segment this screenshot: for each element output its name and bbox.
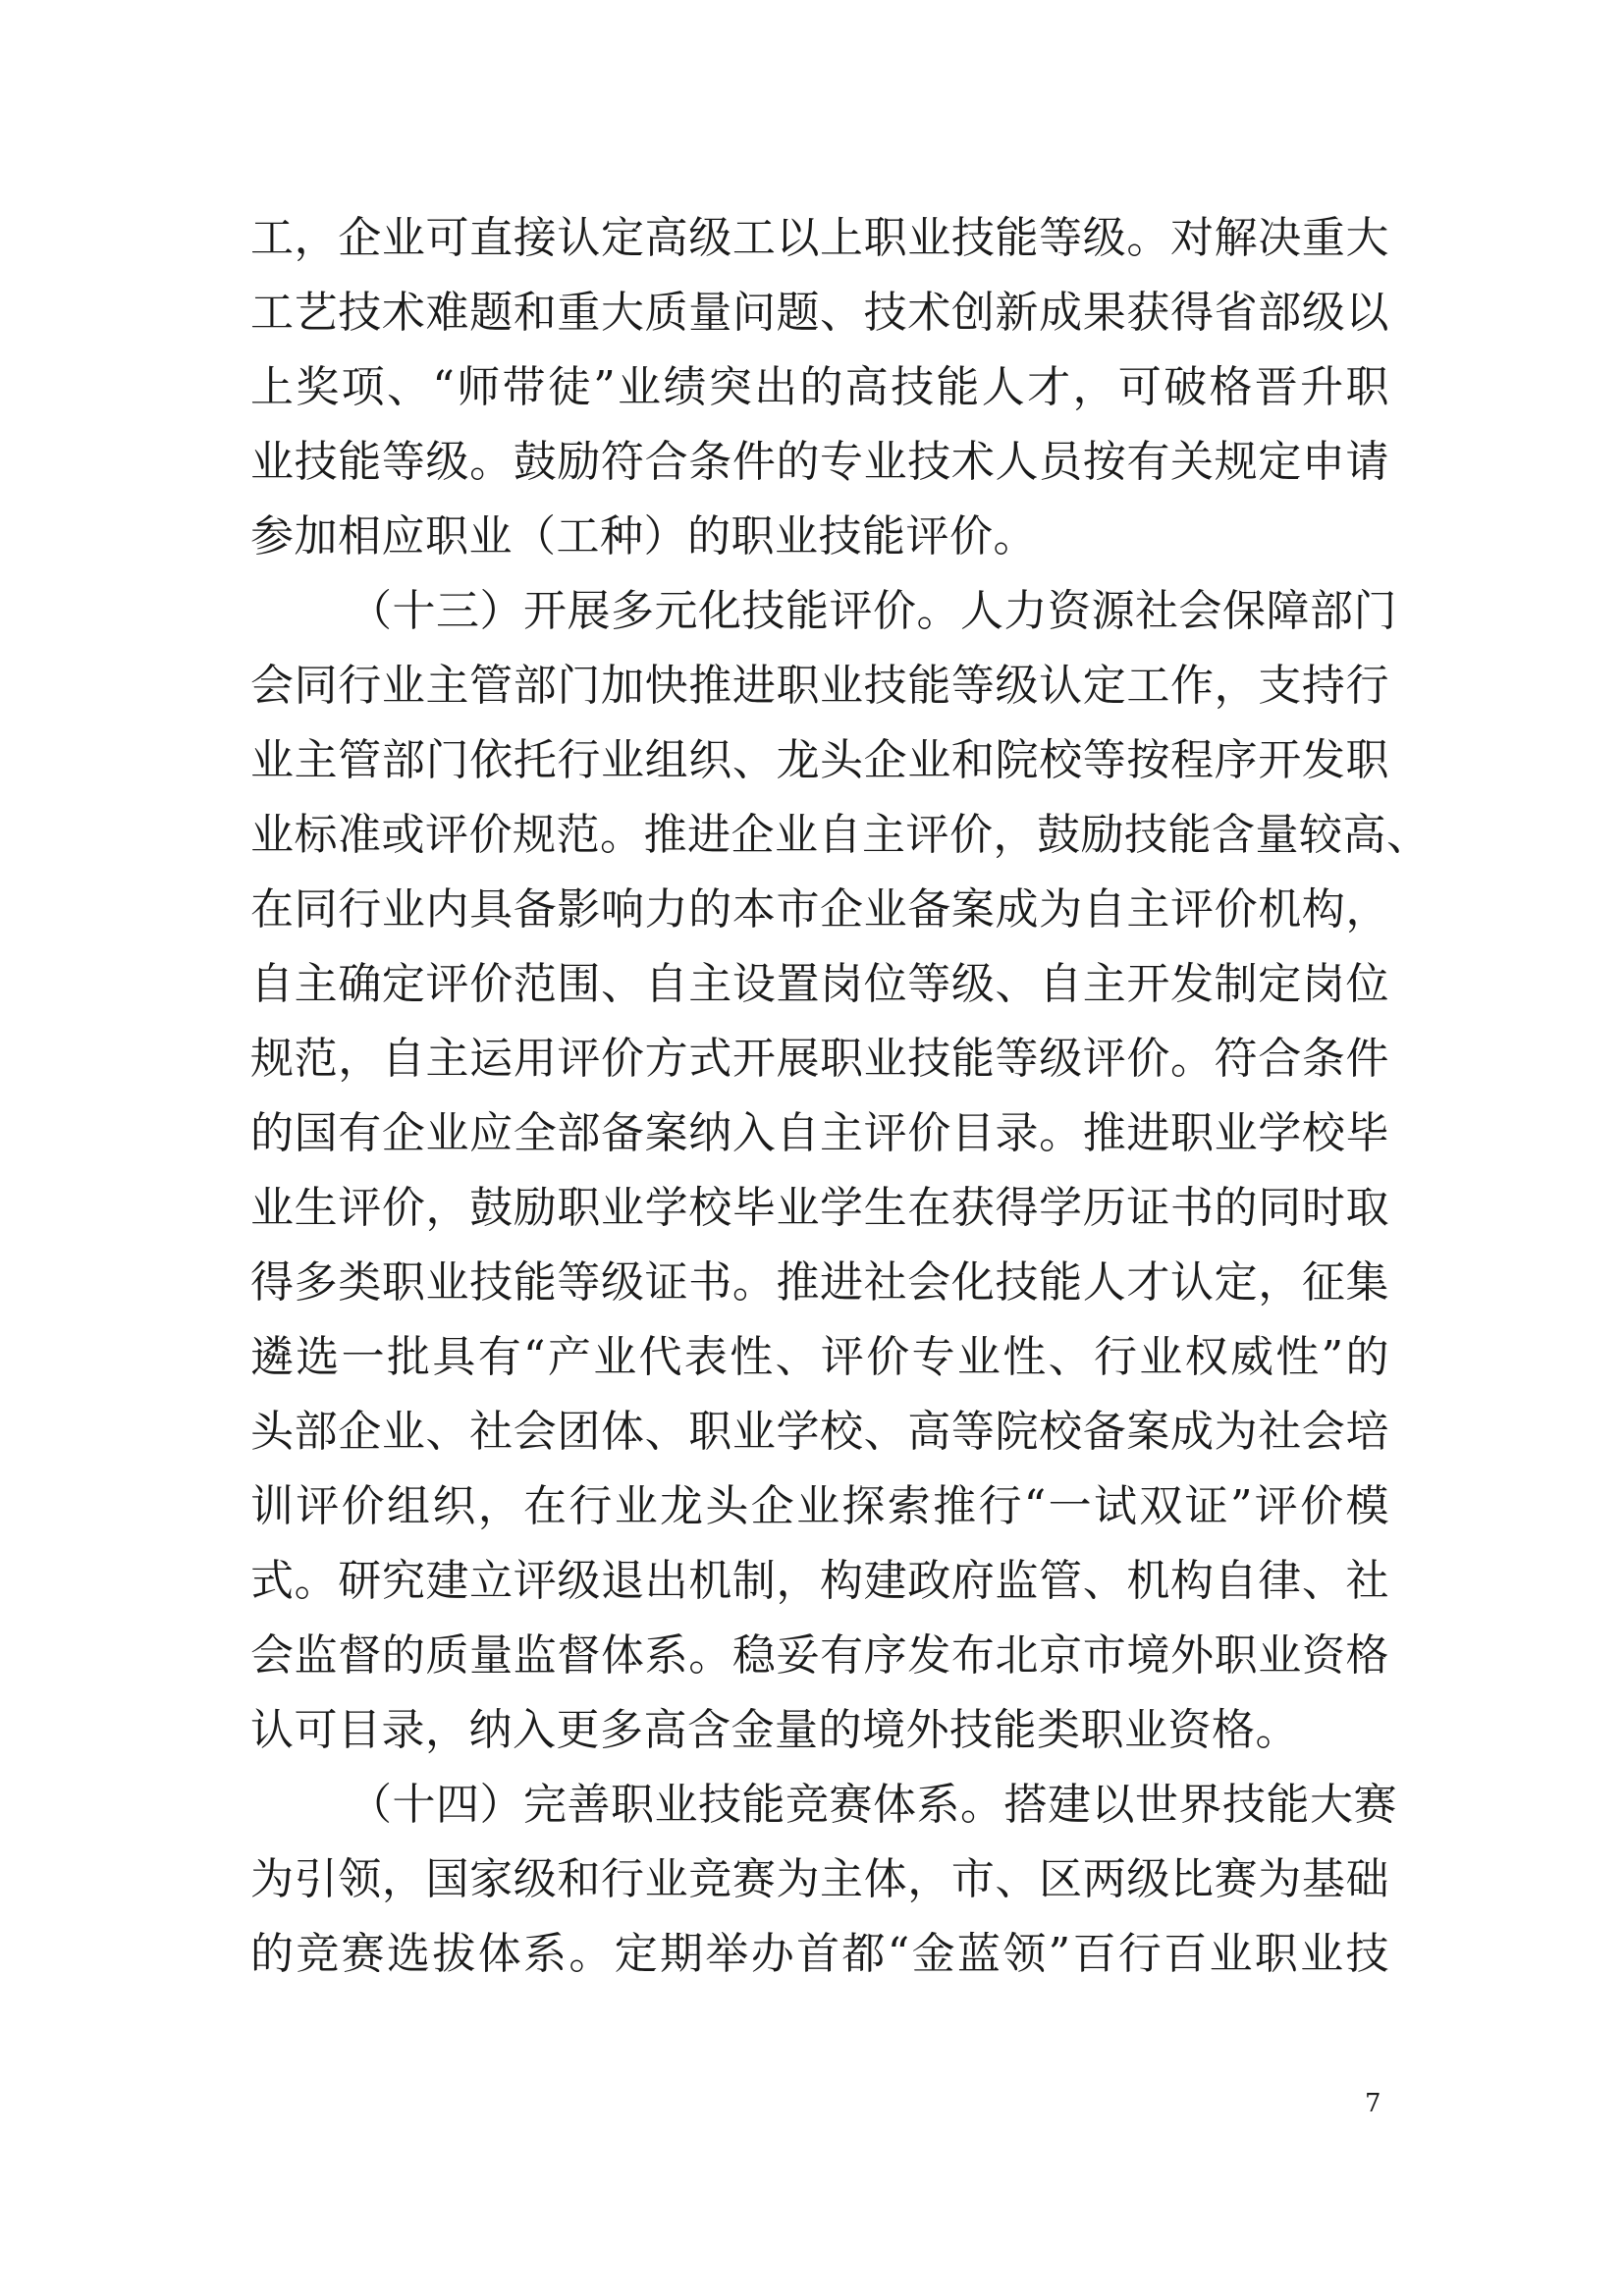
section-heading-line: （十四）完善职业技能竞赛体系。搭建以世界技能大赛 [349, 1780, 1397, 1830]
text-line: 会同行业主管部门加快推进职业技能等级认定工作，支持行 [250, 661, 1389, 711]
text-line: 的国有企业应全部备案纳入自主评价目录。推进职业学校毕 [250, 1108, 1389, 1158]
document-body [250, 201, 1431, 1992]
section-heading-line: （十三）开展多元化技能评价。人力资源社会保障部门 [349, 586, 1397, 636]
text-line: 业生评价，鼓励职业学校毕业学生在获得学历证书的同时取 [250, 1183, 1389, 1233]
text-line: 业主管部门依托行业组织、龙头企业和院校等按程序开发职 [250, 735, 1389, 785]
text-line: 遴选一批具有“产业代表性、评价专业性、行业权威性”的 [250, 1332, 1389, 1382]
text-line: 为引领，国家级和行业竞赛为主体，市、区两级比赛为基础 [250, 1854, 1389, 1904]
text-line: 工艺技术难题和重大质量问题、技术创新成果获得省部级以 [250, 288, 1389, 338]
text-line: 会监督的质量监督体系。稳妥有序发布北京市境外职业资格 [250, 1630, 1389, 1681]
text-line: 参加相应职业（工种）的职业技能评价。 [250, 511, 1037, 561]
text-line: 式。研究建立评级退出机制，构建政府监管、机构自律、社 [250, 1556, 1389, 1606]
text-line: 业技能等级。鼓励符合条件的专业技术人员按有关规定申请 [250, 437, 1389, 487]
text-line: 业标准或评价规范。推进企业自主评价，鼓励技能含量较高、 [250, 810, 1431, 860]
text-line: 训评价组织，在行业龙头企业探索推行“一试双证”评价模 [250, 1481, 1389, 1531]
text-line: 上奖项、“师带徒”业绩突出的高技能人才，可破格晋升职 [250, 362, 1389, 412]
text-line: 工，企业可直接认定高级工以上职业技能等级。对解决重大 [250, 213, 1389, 263]
text-line: 自主确定评价范围、自主设置岗位等级、自主开发制定岗位 [250, 959, 1389, 1009]
text-line: 规范，自主运用评价方式开展职业技能等级评价。符合条件 [250, 1034, 1389, 1084]
text-line: 得多类职业技能等级证书。推进社会化技能人才认定，征集 [250, 1257, 1389, 1308]
text-line: 在同行业内具备影响力的本市企业备案成为自主评价机构， [250, 884, 1389, 934]
text-line: 头部企业、社会团体、职业学校、高等院校备案成为社会培 [250, 1407, 1389, 1457]
text-line: 认可目录，纳入更多高含金量的境外技能类职业资格。 [250, 1705, 1299, 1755]
text-line: 的竞赛选拔体系。定期举办首都“金蓝领”百行百业职业技 [250, 1929, 1389, 1979]
page-number: 7 [1365, 2089, 1381, 2118]
